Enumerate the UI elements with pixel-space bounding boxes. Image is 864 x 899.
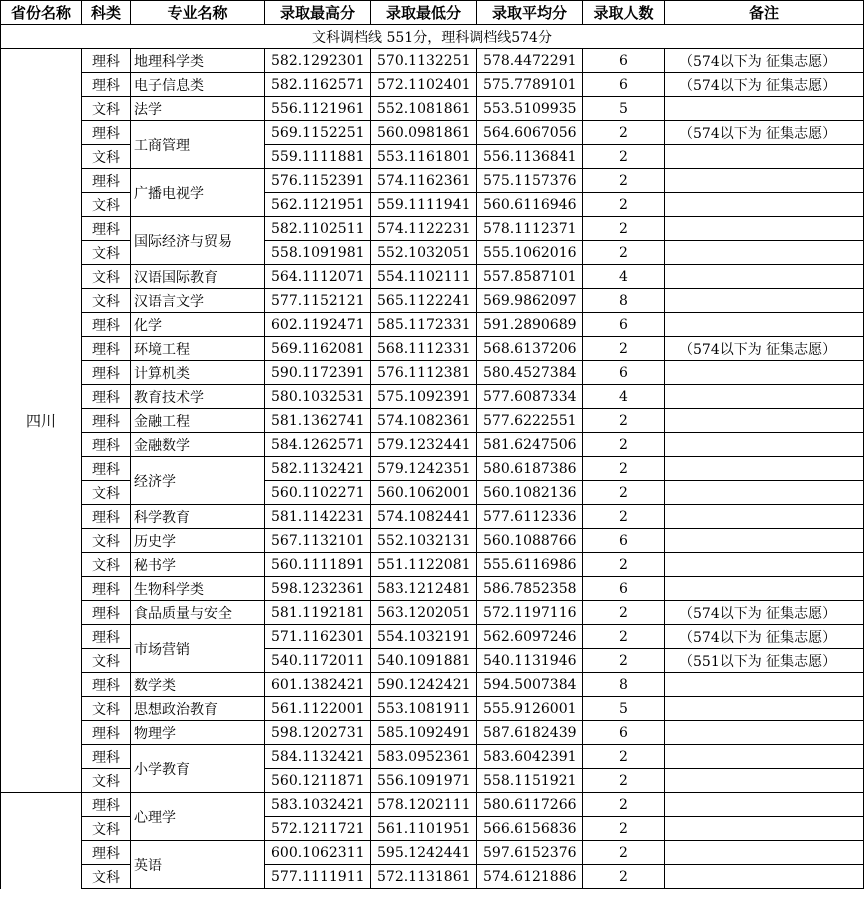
- type-cell: 文科: [82, 97, 131, 121]
- notice-row: [1, 25, 864, 49]
- count-cell: 2: [583, 193, 665, 217]
- avg-score-cell: 575.7789101: [477, 73, 583, 97]
- max-score-cell: 600.1062311: [265, 841, 371, 865]
- major-cell: 心理学: [131, 793, 265, 841]
- min-score-cell: 556.1091971: [371, 769, 477, 793]
- major-cell: 秘书学: [131, 553, 265, 577]
- max-score-cell: 540.1172011: [265, 649, 371, 673]
- major-cell: 化学: [131, 313, 265, 337]
- note-cell: [665, 265, 864, 289]
- type-cell: 理科: [82, 457, 131, 481]
- table-row: [1, 721, 864, 745]
- type-cell: 文科: [82, 769, 131, 793]
- min-score-cell: 552.1081861: [371, 97, 477, 121]
- count-cell: 2: [583, 217, 665, 241]
- avg-score-cell: 574.6121886: [477, 865, 583, 889]
- max-score-cell: 598.1232361: [265, 577, 371, 601]
- note-cell: （551以下为 征集志愿）: [665, 649, 864, 673]
- note-cell: [665, 865, 864, 889]
- avg-score-cell: 580.6117266: [477, 793, 583, 817]
- table-row: [1, 457, 864, 481]
- max-score-cell: 564.1112071: [265, 265, 371, 289]
- note-cell: [665, 577, 864, 601]
- type-cell: 理科: [82, 433, 131, 457]
- table-row: [1, 673, 864, 697]
- min-score-cell: 595.1242441: [371, 841, 477, 865]
- note-cell: [665, 793, 864, 817]
- avg-score-cell: 597.6152376: [477, 841, 583, 865]
- type-cell: 理科: [82, 601, 131, 625]
- header-count: 录取人数: [583, 1, 665, 25]
- table-row: [1, 505, 864, 529]
- max-score-cell: 569.1152251: [265, 121, 371, 145]
- note-cell: （574以下为 征集志愿）: [665, 73, 864, 97]
- table-row: [1, 49, 864, 73]
- avg-score-cell: 556.1136841: [477, 145, 583, 169]
- max-score-cell: 576.1152391: [265, 169, 371, 193]
- min-score-cell: 560.1062001: [371, 481, 477, 505]
- max-score-cell: 567.1132101: [265, 529, 371, 553]
- avg-score-cell: 558.1151921: [477, 769, 583, 793]
- type-cell: 理科: [82, 169, 131, 193]
- table-row: [1, 745, 864, 769]
- max-score-cell: 560.1211871: [265, 769, 371, 793]
- count-cell: 2: [583, 769, 665, 793]
- table-row: [1, 409, 864, 433]
- major-cell: 环境工程: [131, 337, 265, 361]
- min-score-cell: 572.1102401: [371, 73, 477, 97]
- note-cell: （574以下为 征集志愿）: [665, 625, 864, 649]
- max-score-cell: 584.1132421: [265, 745, 371, 769]
- type-cell: 理科: [82, 361, 131, 385]
- max-score-cell: 601.1382421: [265, 673, 371, 697]
- note-cell: [665, 145, 864, 169]
- avg-score-cell: 587.6182439: [477, 721, 583, 745]
- min-score-cell: 572.1131861: [371, 865, 477, 889]
- avg-score-cell: 577.6112336: [477, 505, 583, 529]
- table-row: [1, 217, 864, 241]
- min-score-cell: 554.1032191: [371, 625, 477, 649]
- type-cell: 理科: [82, 337, 131, 361]
- note-cell: [665, 409, 864, 433]
- avg-score-cell: 560.1088766: [477, 529, 583, 553]
- max-score-cell: 581.1192181: [265, 601, 371, 625]
- note-cell: （574以下为 征集志愿）: [665, 49, 864, 73]
- count-cell: 8: [583, 289, 665, 313]
- note-cell: [665, 505, 864, 529]
- header-major: 专业名称: [131, 1, 265, 25]
- table-row: [1, 769, 864, 793]
- count-cell: 2: [583, 865, 665, 889]
- count-cell: 6: [583, 577, 665, 601]
- table-row: [1, 649, 864, 673]
- type-cell: 理科: [82, 841, 131, 865]
- max-score-cell: 560.1111891: [265, 553, 371, 577]
- note-cell: [665, 217, 864, 241]
- min-score-cell: 570.1132251: [371, 49, 477, 73]
- min-score-cell: 552.1032131: [371, 529, 477, 553]
- note-cell: [665, 481, 864, 505]
- min-score-cell: 579.1232441: [371, 433, 477, 457]
- avg-score-cell: 578.4472291: [477, 49, 583, 73]
- min-score-cell: 579.1242351: [371, 457, 477, 481]
- count-cell: 5: [583, 697, 665, 721]
- avg-score-cell: 564.6067056: [477, 121, 583, 145]
- min-score-cell: 590.1242421: [371, 673, 477, 697]
- max-score-cell: 561.1122001: [265, 697, 371, 721]
- table-row: [1, 289, 864, 313]
- note-cell: [665, 553, 864, 577]
- count-cell: 2: [583, 121, 665, 145]
- major-cell: 国际经济与贸易: [131, 217, 265, 265]
- major-cell: 思想政治教育: [131, 697, 265, 721]
- type-cell: 文科: [82, 553, 131, 577]
- type-cell: 理科: [82, 721, 131, 745]
- min-score-cell: 565.1122241: [371, 289, 477, 313]
- avg-score-cell: 578.1112371: [477, 217, 583, 241]
- major-cell: 法学: [131, 97, 265, 121]
- type-cell: 文科: [82, 265, 131, 289]
- note-cell: [665, 841, 864, 865]
- avg-score-cell: 557.8587101: [477, 265, 583, 289]
- count-cell: 2: [583, 409, 665, 433]
- min-score-cell: 585.1172331: [371, 313, 477, 337]
- count-cell: 4: [583, 265, 665, 289]
- avg-score-cell: 577.6087334: [477, 385, 583, 409]
- max-score-cell: 559.1111881: [265, 145, 371, 169]
- major-cell: 英语: [131, 841, 265, 889]
- max-score-cell: 577.1111911: [265, 865, 371, 889]
- count-cell: 2: [583, 553, 665, 577]
- max-score-cell: 582.1102511: [265, 217, 371, 241]
- type-cell: 文科: [82, 529, 131, 553]
- table-row: [1, 553, 864, 577]
- count-cell: 8: [583, 673, 665, 697]
- header-avg-score: 录取平均分: [477, 1, 583, 25]
- max-score-cell: 582.1162571: [265, 73, 371, 97]
- note-cell: [665, 817, 864, 841]
- type-cell: 理科: [82, 745, 131, 769]
- header-type: 科类: [82, 1, 131, 25]
- major-cell: 科学教育: [131, 505, 265, 529]
- type-cell: 理科: [82, 625, 131, 649]
- min-score-cell: 583.1212481: [371, 577, 477, 601]
- table-row: [1, 145, 864, 169]
- max-score-cell: 572.1211721: [265, 817, 371, 841]
- avg-score-cell: 540.1131946: [477, 649, 583, 673]
- type-cell: 文科: [82, 817, 131, 841]
- major-cell: 生物科学类: [131, 577, 265, 601]
- count-cell: 2: [583, 625, 665, 649]
- table-row: [1, 793, 864, 817]
- major-cell: 市场营销: [131, 625, 265, 673]
- type-cell: 理科: [82, 793, 131, 817]
- major-cell: 地理科学类: [131, 49, 265, 73]
- count-cell: 2: [583, 817, 665, 841]
- major-cell: 食品质量与安全: [131, 601, 265, 625]
- type-cell: 文科: [82, 697, 131, 721]
- table-row: [1, 865, 864, 889]
- avg-score-cell: 553.5109935: [477, 97, 583, 121]
- count-cell: 2: [583, 241, 665, 265]
- note-cell: [665, 313, 864, 337]
- cutoff-notice: 文科调档线 551分，理科调档线574分: [1, 25, 864, 49]
- min-score-cell: 560.0981861: [371, 121, 477, 145]
- major-cell: 金融数学: [131, 433, 265, 457]
- note-cell: [665, 361, 864, 385]
- note-cell: （574以下为 征集志愿）: [665, 337, 864, 361]
- count-cell: 5: [583, 97, 665, 121]
- min-score-cell: 568.1112331: [371, 337, 477, 361]
- count-cell: 2: [583, 601, 665, 625]
- type-cell: 理科: [82, 313, 131, 337]
- type-cell: 文科: [82, 193, 131, 217]
- province-cell-empty: [1, 793, 82, 889]
- min-score-cell: 574.1162361: [371, 169, 477, 193]
- note-cell: [665, 721, 864, 745]
- table-row: [1, 481, 864, 505]
- table-row: [1, 697, 864, 721]
- header-min-score: 录取最低分: [371, 1, 477, 25]
- avg-score-cell: 555.9126001: [477, 697, 583, 721]
- major-cell: 经济学: [131, 457, 265, 505]
- type-cell: 文科: [82, 241, 131, 265]
- max-score-cell: 569.1162081: [265, 337, 371, 361]
- note-cell: [665, 241, 864, 265]
- table-row: [1, 385, 864, 409]
- header-row: [1, 1, 864, 25]
- count-cell: 2: [583, 337, 665, 361]
- max-score-cell: 590.1172391: [265, 361, 371, 385]
- table-row: [1, 601, 864, 625]
- max-score-cell: 562.1121951: [265, 193, 371, 217]
- count-cell: 2: [583, 505, 665, 529]
- type-cell: 文科: [82, 289, 131, 313]
- note-cell: [665, 697, 864, 721]
- note-cell: [665, 529, 864, 553]
- min-score-cell: 561.1101951: [371, 817, 477, 841]
- avg-score-cell: 591.2890689: [477, 313, 583, 337]
- note-cell: [665, 169, 864, 193]
- avg-score-cell: 566.6156836: [477, 817, 583, 841]
- count-cell: 6: [583, 49, 665, 73]
- count-cell: 6: [583, 361, 665, 385]
- max-score-cell: 577.1152121: [265, 289, 371, 313]
- count-cell: 2: [583, 145, 665, 169]
- min-score-cell: 574.1082441: [371, 505, 477, 529]
- avg-score-cell: 572.1197116: [477, 601, 583, 625]
- type-cell: 理科: [82, 49, 131, 73]
- type-cell: 理科: [82, 505, 131, 529]
- major-cell: 金融工程: [131, 409, 265, 433]
- max-score-cell: 602.1192471: [265, 313, 371, 337]
- avg-score-cell: 586.7852358: [477, 577, 583, 601]
- major-cell: 数学类: [131, 673, 265, 697]
- note-cell: [665, 97, 864, 121]
- count-cell: 2: [583, 481, 665, 505]
- max-score-cell: 560.1102271: [265, 481, 371, 505]
- major-cell: 计算机类: [131, 361, 265, 385]
- min-score-cell: 575.1092391: [371, 385, 477, 409]
- header-note: 备注: [665, 1, 864, 25]
- type-cell: 理科: [82, 121, 131, 145]
- min-score-cell: 552.1032051: [371, 241, 477, 265]
- min-score-cell: 583.0952361: [371, 745, 477, 769]
- table-row: [1, 337, 864, 361]
- avg-score-cell: 594.5007384: [477, 673, 583, 697]
- avg-score-cell: 569.9862097: [477, 289, 583, 313]
- min-score-cell: 559.1111941: [371, 193, 477, 217]
- count-cell: 6: [583, 529, 665, 553]
- min-score-cell: 576.1112381: [371, 361, 477, 385]
- type-cell: 文科: [82, 865, 131, 889]
- note-cell: [665, 457, 864, 481]
- avg-score-cell: 568.6137206: [477, 337, 583, 361]
- min-score-cell: 540.1091881: [371, 649, 477, 673]
- note-cell: （574以下为 征集志愿）: [665, 121, 864, 145]
- max-score-cell: 584.1262571: [265, 433, 371, 457]
- table-row: [1, 121, 864, 145]
- min-score-cell: 554.1102111: [371, 265, 477, 289]
- min-score-cell: 553.1081911: [371, 697, 477, 721]
- count-cell: 4: [583, 385, 665, 409]
- table-row: [1, 169, 864, 193]
- avg-score-cell: 577.6222551: [477, 409, 583, 433]
- note-cell: [665, 745, 864, 769]
- major-cell: 历史学: [131, 529, 265, 553]
- table-row: [1, 73, 864, 97]
- type-cell: 文科: [82, 145, 131, 169]
- table-row: [1, 313, 864, 337]
- max-score-cell: 581.1362741: [265, 409, 371, 433]
- province-cell: 四川: [1, 49, 82, 793]
- note-cell: [665, 433, 864, 457]
- table-row: [1, 265, 864, 289]
- note-cell: [665, 769, 864, 793]
- min-score-cell: 574.1082361: [371, 409, 477, 433]
- max-score-cell: 558.1091981: [265, 241, 371, 265]
- major-cell: 小学教育: [131, 745, 265, 793]
- table-row: [1, 529, 864, 553]
- min-score-cell: 574.1122231: [371, 217, 477, 241]
- max-score-cell: 571.1162301: [265, 625, 371, 649]
- type-cell: 理科: [82, 73, 131, 97]
- count-cell: 2: [583, 169, 665, 193]
- type-cell: 理科: [82, 577, 131, 601]
- major-cell: 汉语言文学: [131, 289, 265, 313]
- header-max-score: 录取最高分: [265, 1, 371, 25]
- major-cell: 物理学: [131, 721, 265, 745]
- min-score-cell: 585.1092491: [371, 721, 477, 745]
- type-cell: 理科: [82, 385, 131, 409]
- table-row: [1, 241, 864, 265]
- table-row: [1, 97, 864, 121]
- max-score-cell: 582.1292301: [265, 49, 371, 73]
- major-cell: 教育技术学: [131, 385, 265, 409]
- note-cell: [665, 289, 864, 313]
- count-cell: 2: [583, 649, 665, 673]
- count-cell: 2: [583, 457, 665, 481]
- avg-score-cell: 580.4527384: [477, 361, 583, 385]
- count-cell: 6: [583, 73, 665, 97]
- major-cell: 广播电视学: [131, 169, 265, 217]
- min-score-cell: 563.1202051: [371, 601, 477, 625]
- type-cell: 文科: [82, 649, 131, 673]
- count-cell: 6: [583, 721, 665, 745]
- max-score-cell: 583.1032421: [265, 793, 371, 817]
- min-score-cell: 553.1161801: [371, 145, 477, 169]
- note-cell: [665, 385, 864, 409]
- avg-score-cell: 583.6042391: [477, 745, 583, 769]
- count-cell: 6: [583, 313, 665, 337]
- note-cell: [665, 673, 864, 697]
- count-cell: 2: [583, 745, 665, 769]
- avg-score-cell: 581.6247506: [477, 433, 583, 457]
- max-score-cell: 581.1142231: [265, 505, 371, 529]
- max-score-cell: 580.1032531: [265, 385, 371, 409]
- avg-score-cell: 560.1082136: [477, 481, 583, 505]
- min-score-cell: 578.1202111: [371, 793, 477, 817]
- table-row: [1, 625, 864, 649]
- avg-score-cell: 575.1157376: [477, 169, 583, 193]
- note-cell: [665, 193, 864, 217]
- type-cell: 理科: [82, 409, 131, 433]
- type-cell: 文科: [82, 481, 131, 505]
- avg-score-cell: 562.6097246: [477, 625, 583, 649]
- count-cell: 2: [583, 793, 665, 817]
- table-row: [1, 841, 864, 865]
- table-row: [1, 433, 864, 457]
- table-row: [1, 193, 864, 217]
- note-cell: （574以下为 征集志愿）: [665, 601, 864, 625]
- major-cell: 工商管理: [131, 121, 265, 169]
- min-score-cell: 551.1122081: [371, 553, 477, 577]
- major-cell: 汉语国际教育: [131, 265, 265, 289]
- count-cell: 2: [583, 433, 665, 457]
- max-score-cell: 598.1202731: [265, 721, 371, 745]
- table-row: [1, 361, 864, 385]
- avg-score-cell: 555.1062016: [477, 241, 583, 265]
- avg-score-cell: 580.6187386: [477, 457, 583, 481]
- max-score-cell: 582.1132421: [265, 457, 371, 481]
- avg-score-cell: 555.6116986: [477, 553, 583, 577]
- table-row: [1, 577, 864, 601]
- table-row: [1, 817, 864, 841]
- major-cell: 电子信息类: [131, 73, 265, 97]
- max-score-cell: 556.1121961: [265, 97, 371, 121]
- type-cell: 理科: [82, 217, 131, 241]
- type-cell: 理科: [82, 673, 131, 697]
- count-cell: 2: [583, 841, 665, 865]
- avg-score-cell: 560.6116946: [477, 193, 583, 217]
- header-province: 省份名称: [1, 1, 82, 25]
